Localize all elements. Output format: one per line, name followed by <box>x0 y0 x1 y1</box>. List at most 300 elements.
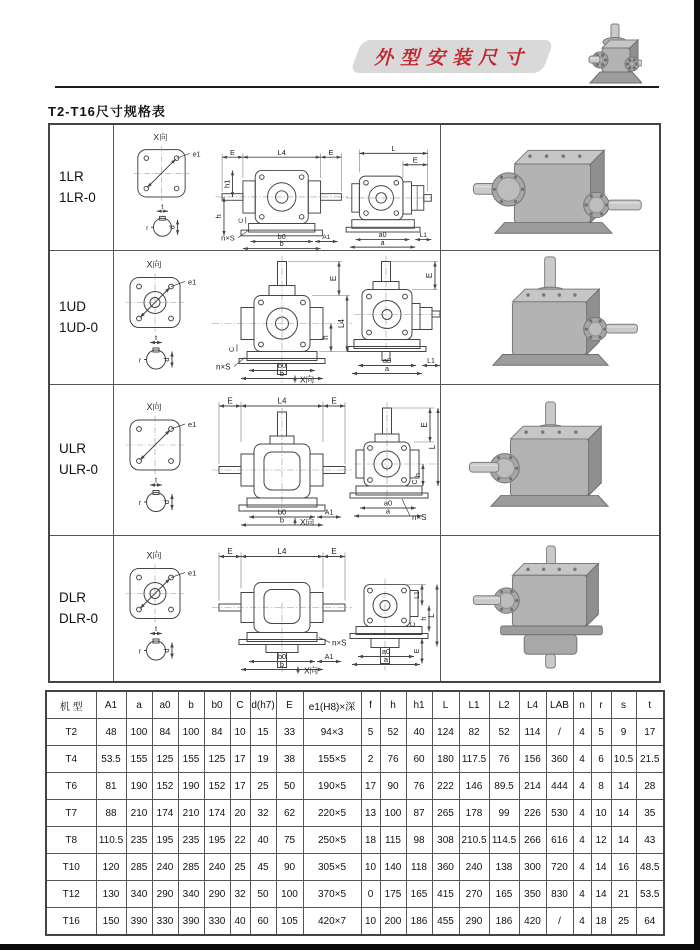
svg-text:a0: a0 <box>382 356 392 365</box>
svg-text:r: r <box>146 225 149 233</box>
dim-table-row <box>46 908 664 936</box>
svg-text:n×S: n×S <box>221 233 235 243</box>
dim-value-cell: 340 <box>178 881 204 908</box>
dim-value-cell: 200 <box>380 908 406 936</box>
dim-value-cell: 250×5 <box>303 827 361 854</box>
dim-value-cell: 155 <box>126 746 152 773</box>
drawing-cell <box>114 251 441 385</box>
dim-table-row <box>46 827 664 854</box>
dim-value-cell: 0 <box>361 881 380 908</box>
svg-text:b0: b0 <box>277 507 287 517</box>
dim-table-header-cell: n <box>573 691 591 719</box>
svg-text:t: t <box>154 333 158 342</box>
dim-value-cell: 308 <box>432 827 459 854</box>
dim-value-cell: 100 <box>380 800 406 827</box>
dim-value-cell: 370×5 <box>303 881 361 908</box>
dim-value-cell: 4 <box>573 827 591 854</box>
svg-text:a: a <box>380 238 385 247</box>
dim-table-row <box>46 854 664 881</box>
dim-value-cell: 52 <box>380 719 406 746</box>
dim-value-cell: 174 <box>204 800 230 827</box>
dim-value-cell: 10 <box>361 854 380 881</box>
dim-value-cell: 48 <box>96 719 126 746</box>
product-photo-ud <box>448 253 653 382</box>
dim-value-cell: 114 <box>519 719 546 746</box>
dim-value-cell: 40 <box>230 908 250 936</box>
svg-text:L1: L1 <box>427 358 435 365</box>
dim-value-cell: 240 <box>204 854 230 881</box>
dim-value-cell: 265 <box>432 800 459 827</box>
svg-text:r: r <box>138 357 142 365</box>
dim-table-row <box>46 719 664 746</box>
svg-text:X向: X向 <box>146 259 162 270</box>
dim-value-cell: 6 <box>591 746 611 773</box>
svg-text:a0: a0 <box>381 647 391 656</box>
dim-table-header-row <box>46 691 664 719</box>
drawing-cell <box>114 125 441 251</box>
dim-value-cell: 10 <box>361 908 380 936</box>
svg-text:X向: X向 <box>304 665 319 676</box>
dim-value-cell: 150 <box>96 908 126 936</box>
dim-value-cell: 155 <box>178 746 204 773</box>
dim-value-cell: 4 <box>573 908 591 936</box>
dim-value-cell: 455 <box>432 908 459 936</box>
svg-text:h: h <box>413 472 422 478</box>
svg-text:X向: X向 <box>153 132 168 143</box>
dim-value-cell: 105 <box>276 908 303 936</box>
dim-value-cell: 155×5 <box>303 746 361 773</box>
dim-value-cell: 100 <box>178 719 204 746</box>
svg-text:X向: X向 <box>146 402 162 412</box>
dim-value-cell: 330 <box>152 908 178 936</box>
dim-value-cell: 20 <box>230 800 250 827</box>
dim-value-cell: 226 <box>519 800 546 827</box>
dim-value-cell: 10 <box>230 719 250 746</box>
dim-value-cell: 15 <box>250 719 276 746</box>
dim-value-cell: 290 <box>459 908 489 936</box>
dim-value-cell: 32 <box>230 881 250 908</box>
dim-table-header-cell: h <box>380 691 406 719</box>
svg-text:E: E <box>229 147 236 157</box>
model-label: ULR-0 <box>59 462 99 477</box>
page-edge-right <box>694 0 700 950</box>
model-type-cell: T10 <box>46 854 96 881</box>
dim-value-cell: 114.5 <box>489 827 519 854</box>
dim-value-cell: 94×3 <box>303 719 361 746</box>
dim-value-cell: 14 <box>591 854 611 881</box>
svg-text:C: C <box>410 621 417 628</box>
model-cell <box>50 536 114 681</box>
dim-value-cell: 190 <box>126 773 152 800</box>
svg-text:e1: e1 <box>192 150 201 159</box>
dim-value-cell: 81 <box>96 773 126 800</box>
dim-value-cell: 53.5 <box>96 746 126 773</box>
dim-value-cell: 25 <box>230 854 250 881</box>
svg-text:a0: a0 <box>383 498 393 508</box>
model-type-cell: T12 <box>46 881 96 908</box>
dim-value-cell: 156 <box>519 746 546 773</box>
model-type-cell: T7 <box>46 800 96 827</box>
svg-text:E: E <box>412 648 421 654</box>
dim-value-cell: 4 <box>573 854 591 881</box>
photo-cell <box>441 251 659 385</box>
dim-table-header-cell: b0 <box>204 691 230 719</box>
dim-value-cell: 53.5 <box>636 881 664 908</box>
model-label: 1LR <box>59 168 84 184</box>
dim-table-header-cell: t <box>636 691 664 719</box>
dim-value-cell: 60 <box>250 908 276 936</box>
svg-text:L: L <box>428 444 437 450</box>
svg-text:b0: b0 <box>277 361 287 370</box>
svg-text:L4: L4 <box>277 396 287 406</box>
dim-value-cell: 64 <box>636 908 664 936</box>
dim-table-header-cell: L2 <box>489 691 519 719</box>
dim-value-cell: 290 <box>152 881 178 908</box>
dim-value-cell: 220×5 <box>303 800 361 827</box>
dim-table-header-cell: h1 <box>406 691 432 719</box>
dim-value-cell: 152 <box>152 773 178 800</box>
svg-text:e1: e1 <box>188 277 197 287</box>
model-type-cell: T6 <box>46 773 96 800</box>
header-divider <box>55 86 659 88</box>
dim-value-cell: 120 <box>96 854 126 881</box>
svg-text:b: b <box>279 240 284 249</box>
svg-text:A1: A1 <box>322 234 331 242</box>
model-cell <box>50 251 114 385</box>
dim-value-cell: 17 <box>361 773 380 800</box>
dim-value-cell: 360 <box>546 746 573 773</box>
dim-value-cell: 186 <box>406 908 432 936</box>
dim-value-cell: 130 <box>96 881 126 908</box>
model-label: ULR <box>59 441 87 457</box>
dim-value-cell: 305×5 <box>303 854 361 881</box>
model-type-cell: T8 <box>46 827 96 854</box>
photo-cell <box>441 536 659 681</box>
svg-text:b0: b0 <box>277 233 286 242</box>
dim-value-cell: 100 <box>276 881 303 908</box>
svg-text:t: t <box>154 624 158 633</box>
dim-table-header-cell: a <box>126 691 152 719</box>
dim-value-cell: 22 <box>230 827 250 854</box>
dim-value-cell: 87 <box>406 800 432 827</box>
dim-value-cell: 340 <box>126 881 152 908</box>
dim-value-cell: 330 <box>204 908 230 936</box>
dim-value-cell: 616 <box>546 827 573 854</box>
dim-value-cell: 360 <box>432 854 459 881</box>
dim-value-cell: 720 <box>546 854 573 881</box>
dim-value-cell: 415 <box>432 881 459 908</box>
dim-value-cell: 17 <box>230 773 250 800</box>
dim-value-cell: 14 <box>611 827 636 854</box>
svg-text:n×S: n×S <box>332 638 347 648</box>
svg-text:C: C <box>412 479 419 485</box>
dim-value-cell: 84 <box>152 719 178 746</box>
dim-value-cell: / <box>546 908 573 936</box>
dim-value-cell: 285 <box>178 854 204 881</box>
svg-text:E: E <box>331 547 337 556</box>
svg-text:t: t <box>154 475 158 485</box>
drawing-cell <box>114 385 441 536</box>
dim-table-header-cell: b <box>178 691 204 719</box>
technical-drawing-ulr <box>114 385 440 535</box>
dim-value-cell: 60 <box>406 746 432 773</box>
dim-value-cell: 21.5 <box>636 746 664 773</box>
dim-value-cell: 48.5 <box>636 854 664 881</box>
svg-text:b: b <box>279 369 285 378</box>
dim-value-cell: 99 <box>489 800 519 827</box>
dim-table-header-cell: e1(H8)×深 <box>303 691 361 719</box>
svg-text:X向: X向 <box>146 550 162 561</box>
dim-table-header-cell: d(h7) <box>250 691 276 719</box>
gearbox-logo-image <box>588 22 642 84</box>
svg-text:E: E <box>227 547 233 556</box>
dim-value-cell: 98 <box>406 827 432 854</box>
dim-value-cell: 110.5 <box>96 827 126 854</box>
svg-text:r: r <box>138 500 142 507</box>
dim-value-cell: 146 <box>459 773 489 800</box>
dim-value-cell: 10.5 <box>611 746 636 773</box>
dim-value-cell: 28 <box>636 773 664 800</box>
product-photo-dlr <box>448 544 653 673</box>
dim-value-cell: 195 <box>152 827 178 854</box>
dim-value-cell: 14 <box>611 773 636 800</box>
dim-value-cell: 125 <box>152 746 178 773</box>
svg-text:L1: L1 <box>414 591 421 599</box>
dim-value-cell: 25 <box>250 773 276 800</box>
technical-drawing-lr <box>114 125 440 250</box>
dim-value-cell: 210.5 <box>459 827 489 854</box>
dim-table-header-cell: L <box>432 691 459 719</box>
dim-value-cell: 19 <box>250 746 276 773</box>
svg-text:h1: h1 <box>222 179 232 188</box>
product-photo-ulr <box>448 396 653 525</box>
svg-text:E: E <box>420 422 429 428</box>
dim-value-cell: 50 <box>276 773 303 800</box>
svg-text:L: L <box>427 613 436 618</box>
dim-value-cell: 240 <box>152 854 178 881</box>
dim-table-row <box>46 746 664 773</box>
dim-value-cell: 290 <box>204 881 230 908</box>
dim-value-cell: 14 <box>591 881 611 908</box>
svg-text:E: E <box>227 396 233 406</box>
dim-value-cell: 90 <box>276 854 303 881</box>
model-label: DLR-0 <box>59 610 99 626</box>
dim-value-cell: 12 <box>591 827 611 854</box>
dim-value-cell: 420 <box>519 908 546 936</box>
dim-value-cell: 390 <box>126 908 152 936</box>
model-type-cell: T2 <box>46 719 96 746</box>
svg-text:E: E <box>412 155 418 165</box>
dim-value-cell: 235 <box>126 827 152 854</box>
dim-value-cell: 214 <box>519 773 546 800</box>
dim-value-cell: 88 <box>96 800 126 827</box>
dim-value-cell: 190 <box>178 773 204 800</box>
dim-value-cell: 4 <box>573 719 591 746</box>
dim-value-cell: 390 <box>178 908 204 936</box>
dim-value-cell: 50 <box>250 881 276 908</box>
dim-value-cell: 43 <box>636 827 664 854</box>
svg-text:L4: L4 <box>277 547 287 556</box>
svg-text:d: d <box>162 648 171 653</box>
dim-value-cell: / <box>546 719 573 746</box>
dim-value-cell: 240 <box>459 854 489 881</box>
dim-value-cell: 210 <box>178 800 204 827</box>
dim-table-header-cell: L4 <box>519 691 546 719</box>
dim-value-cell: 266 <box>519 827 546 854</box>
dim-value-cell: 5 <box>591 719 611 746</box>
svg-text:a: a <box>384 364 390 373</box>
model-label: 1UD-0 <box>59 319 99 335</box>
photo-cell <box>441 385 659 536</box>
dim-value-cell: 4 <box>573 881 591 908</box>
dim-value-cell: 4 <box>573 746 591 773</box>
dim-value-cell: 350 <box>519 881 546 908</box>
model-type-cell: T16 <box>46 908 96 936</box>
dim-value-cell: 152 <box>204 773 230 800</box>
dim-value-cell: 165 <box>406 881 432 908</box>
dim-value-cell: 140 <box>380 854 406 881</box>
dim-value-cell: 82 <box>459 719 489 746</box>
dim-value-cell: 16 <box>611 854 636 881</box>
dim-value-cell: 124 <box>432 719 459 746</box>
svg-text:A1: A1 <box>324 654 334 661</box>
dim-value-cell: 165 <box>489 881 519 908</box>
dim-value-cell: 8 <box>591 773 611 800</box>
dim-value-cell: 32 <box>250 800 276 827</box>
dim-value-cell: 222 <box>432 773 459 800</box>
svg-text:E: E <box>331 396 337 406</box>
model-label: DLR <box>59 589 87 605</box>
dim-table-header-cell: f <box>361 691 380 719</box>
svg-text:d: d <box>168 225 177 230</box>
dim-table-row <box>46 773 664 800</box>
dim-value-cell: 5 <box>361 719 380 746</box>
dim-table-header-cell: r <box>591 691 611 719</box>
dim-value-cell: 18 <box>591 908 611 936</box>
dim-value-cell: 75 <box>276 827 303 854</box>
dim-table-header-cell: LAB <box>546 691 573 719</box>
dim-value-cell: 10 <box>591 800 611 827</box>
dim-value-cell: 33 <box>276 719 303 746</box>
svg-text:a: a <box>385 506 391 516</box>
svg-text:E: E <box>425 272 434 279</box>
drawing-cell <box>114 536 441 681</box>
dim-value-cell: 178 <box>459 800 489 827</box>
dim-table-header-cell: a0 <box>152 691 178 719</box>
svg-text:A1: A1 <box>324 509 334 517</box>
dim-value-cell: 21 <box>611 881 636 908</box>
technical-drawing-ud <box>114 251 440 384</box>
dimension-table <box>45 690 665 936</box>
model-cell <box>50 385 114 536</box>
svg-text:h: h <box>321 335 330 340</box>
dim-value-cell: 118 <box>406 854 432 881</box>
dim-value-cell: 125 <box>204 746 230 773</box>
svg-text:L: L <box>391 144 396 154</box>
svg-text:d: d <box>162 357 171 362</box>
model-label: 1LR-0 <box>59 189 96 205</box>
technical-drawing-dlr <box>114 536 440 681</box>
dim-value-cell: 76 <box>489 746 519 773</box>
svg-text:X向: X向 <box>300 517 315 527</box>
dim-value-cell: 186 <box>489 908 519 936</box>
dim-value-cell: 830 <box>546 881 573 908</box>
page-header-title: 外型安装尺寸 <box>373 48 530 69</box>
svg-text:r: r <box>138 648 142 656</box>
dim-value-cell: 52 <box>489 719 519 746</box>
dim-value-cell: 270 <box>459 881 489 908</box>
dim-value-cell: 4 <box>573 773 591 800</box>
dim-value-cell: 40 <box>250 827 276 854</box>
dim-table-header-cell: L1 <box>459 691 489 719</box>
dim-value-cell: 9 <box>611 719 636 746</box>
svg-text:t: t <box>161 202 164 211</box>
dim-value-cell: 45 <box>250 854 276 881</box>
dim-value-cell: 190×5 <box>303 773 361 800</box>
svg-text:C: C <box>237 218 245 224</box>
svg-text:E: E <box>329 275 338 282</box>
dim-value-cell: 115 <box>380 827 406 854</box>
dim-table-header-cell: A1 <box>96 691 126 719</box>
model-cell <box>50 125 114 251</box>
dim-table-row <box>46 800 664 827</box>
dim-table-header-cell: E <box>276 691 303 719</box>
dim-value-cell: 4 <box>573 800 591 827</box>
dim-value-cell: 17 <box>636 719 664 746</box>
dim-value-cell: 13 <box>361 800 380 827</box>
dim-value-cell: 2 <box>361 746 380 773</box>
dim-value-cell: 76 <box>406 773 432 800</box>
dim-value-cell: 76 <box>380 746 406 773</box>
dim-value-cell: 174 <box>152 800 178 827</box>
dim-value-cell: 100 <box>126 719 152 746</box>
dim-value-cell: 180 <box>432 746 459 773</box>
dim-value-cell: 195 <box>204 827 230 854</box>
svg-text:d: d <box>162 499 171 505</box>
dim-value-cell: 35 <box>636 800 664 827</box>
page-edge-bottom <box>0 944 700 950</box>
dim-value-cell: 90 <box>380 773 406 800</box>
svg-text:E: E <box>328 147 334 157</box>
svg-text:h: h <box>419 616 428 621</box>
dim-table-header-cell: C <box>230 691 250 719</box>
dim-table-header-cell: s <box>611 691 636 719</box>
dim-value-cell: 138 <box>489 854 519 881</box>
svg-text:b0: b0 <box>277 652 287 661</box>
spec-table <box>48 123 661 683</box>
dim-value-cell: 420×7 <box>303 908 361 936</box>
dim-value-cell: 89.5 <box>489 773 519 800</box>
product-photo-lr <box>448 125 653 251</box>
svg-text:n×S: n×S <box>216 362 231 372</box>
dim-value-cell: 84 <box>204 719 230 746</box>
section-title: T2-T16尺寸规格表 <box>48 104 166 119</box>
dim-value-cell: 300 <box>519 854 546 881</box>
svg-text:b: b <box>279 515 285 525</box>
svg-text:h: h <box>214 214 224 219</box>
svg-text:e1: e1 <box>188 420 197 429</box>
svg-text:L1: L1 <box>419 232 427 240</box>
dim-value-cell: 25 <box>611 908 636 936</box>
svg-text:e1: e1 <box>188 568 197 578</box>
svg-text:n×S: n×S <box>412 513 427 522</box>
svg-text:b: b <box>279 660 285 669</box>
dim-value-cell: 175 <box>380 881 406 908</box>
dim-value-cell: 235 <box>178 827 204 854</box>
dim-value-cell: 444 <box>546 773 573 800</box>
model-label: 1UD <box>59 298 87 314</box>
model-type-cell: T4 <box>46 746 96 773</box>
